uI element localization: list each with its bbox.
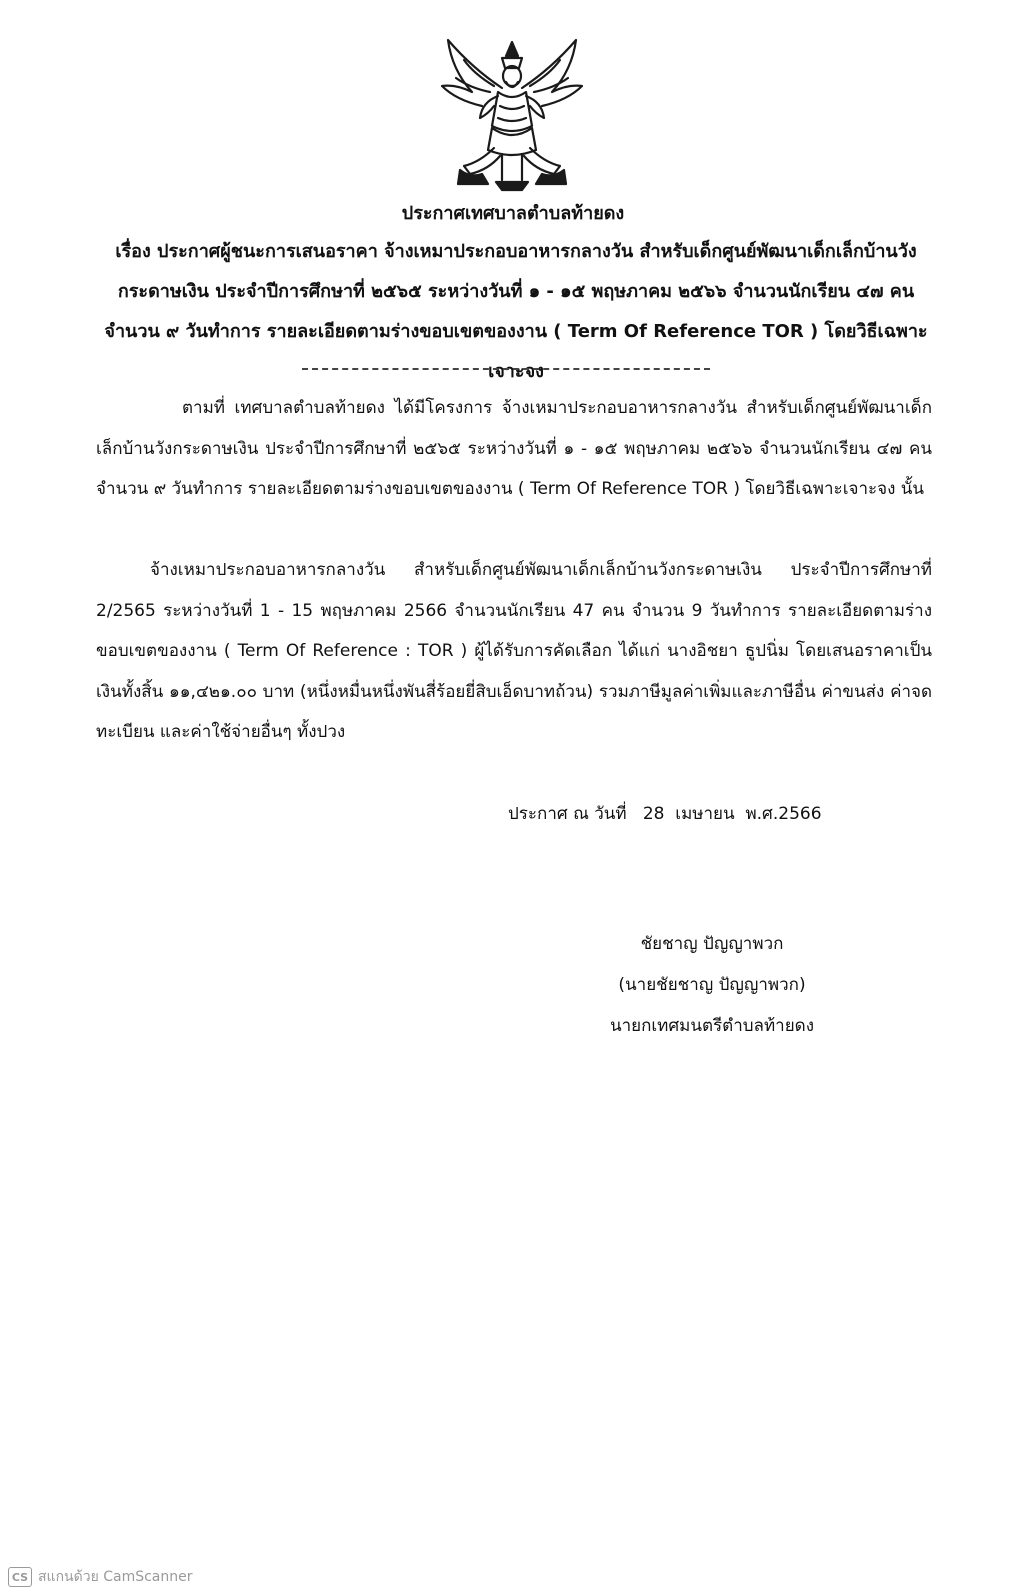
signature-block bbox=[592, 924, 832, 1047]
signed-name: ชัยชาญ ปัญญาพวก bbox=[640, 934, 784, 954]
announcement-date: ประกาศ ณ วันที่ 28 เมษายน พ.ศ.2566 bbox=[508, 804, 822, 824]
subject-line-2: กระดาษเงิน ประจำปีการศึกษาที่ ๒๕๖๕ ระหว่างวันที่ ๑ - ๑๕ พฤษภาคม ๒๕๖๖ จำนวนนักเรียน ๔๗ คน bbox=[117, 281, 915, 302]
subject-line-1: เรื่อง ประกาศผู้ชนะการเสนอราคา จ้างเหมาประกอบอาหารกลางวัน สำหรับเด็กศูนย์พัฒนาเด็กเล็กบ้านวัง bbox=[115, 241, 917, 262]
scanner-text: สแกนด้วย CamScanner bbox=[38, 1569, 193, 1585]
section-divider bbox=[302, 368, 710, 370]
paragraph-background: ตามที่ เทศบาลตำบลท้ายดง ได้มีโครงการ จ้างเหมาประกอบอาหารกลางวัน สำหรับเด็กศูนย์พัฒนาเด็กเล็กบ้านวังกระดาษเงิน ประจำปีการศึกษาที่ ๒๕๖๕ ระหว่างวันที่ ๑ - ๑๕ พฤษภาคม ๒๕๖๖ จำนวนนักเรียน ๔๗ คน จำนวน ๙ วันทำการ รายละเอียดตามร่างขอบเขตของงาน ( Term Of Reference TOR ) โดยวิธีเฉพาะเจาะจง นั้น bbox=[96, 398, 932, 499]
subject-line-3: จำนวน ๙ วันทำการ รายละเอียดตามร่างขอบเขตของงาน ( Term Of Reference TOR ) โดยวิธีเฉพาะเจาะจง bbox=[104, 321, 928, 382]
scanner-watermark bbox=[8, 1566, 193, 1588]
garuda-emblem-icon bbox=[436, 36, 588, 194]
paragraph-award: จ้างเหมาประกอบอาหารกลางวัน สำหรับเด็กศูนย์พัฒนาเด็กเล็กบ้านวังกระดาษเงิน ประจำปีการศึกษาที่ 2/2565 ระหว่างวันที่ 1 - 15 พฤษภาคม 2566 จำนวนนักเรียน 47 คน จำนวน 9 วันทำการ รายละเอียดตามร่างขอบเขตของงาน ( Term Of Reference : TOR ) ผู้ได้รับการคัดเลือก ได้แก่ นางอิชยา ธูปนิ่ม โดยเสนอราคาเป็นเงินทั้งสิ้น ๑๑,๔๒๑.๐๐ บาท (หนึ่งหมื่นหนึ่งพันสี่ร้อยยี่สิบเอ็ดบาทถ้วน) รวมภาษีมูลค่าเพิ่มและภาษีอื่น ค่าขนส่ง ค่าจดทะเบียน และค่าใช้จ่ายอื่นๆ ทั้งปวง bbox=[96, 560, 932, 742]
camscanner-logo-icon: CS bbox=[8, 1567, 32, 1587]
signatory-position: นายกเทศมนตรีตำบลท้ายดง bbox=[609, 1016, 815, 1036]
document-title: ประกาศเทศบาลตำบลท้ายดง bbox=[401, 203, 625, 224]
signatory-full-name: (นายชัยชาญ ปัญญาพวก) bbox=[618, 975, 806, 995]
